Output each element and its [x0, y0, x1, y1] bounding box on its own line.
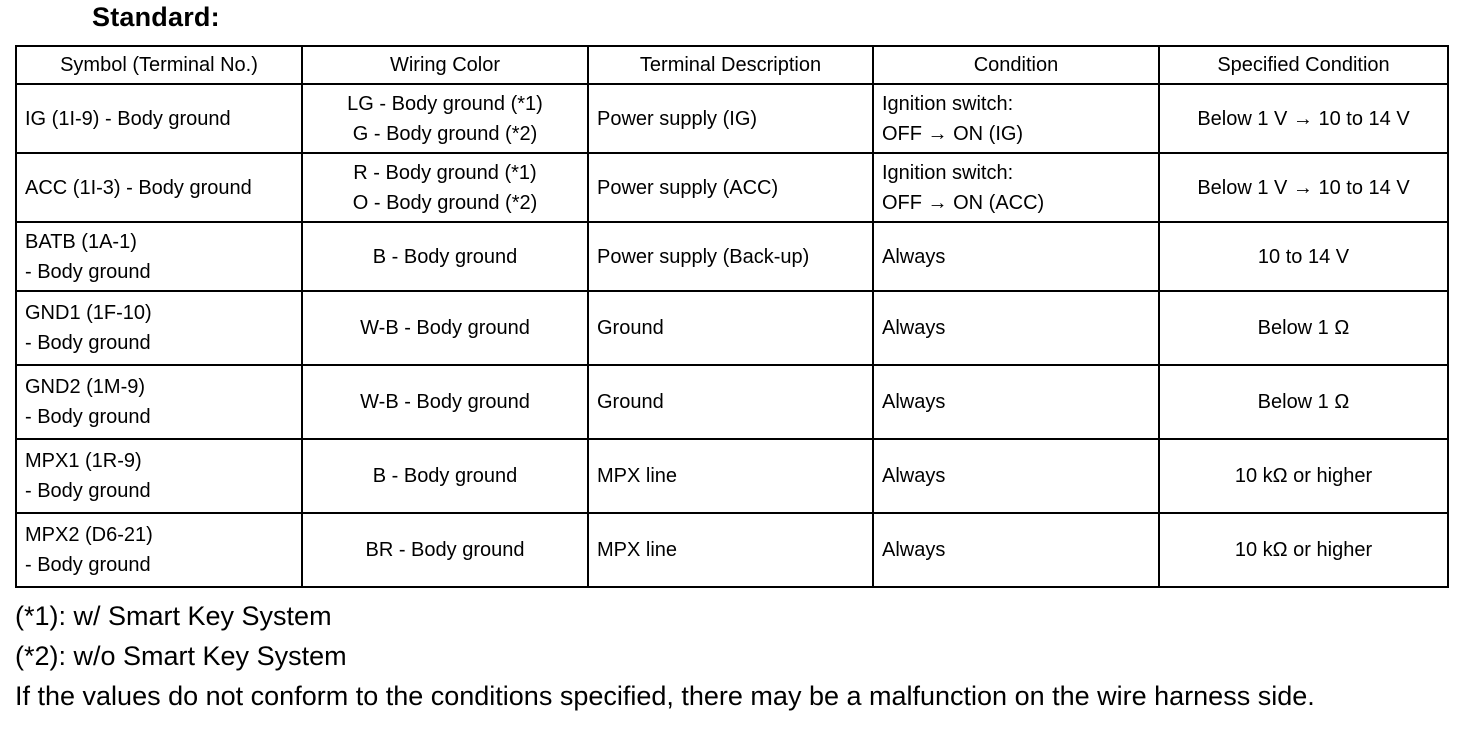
description-cell: Power supply (IG) — [588, 84, 873, 153]
specified-cell: 10 to 14 V — [1159, 222, 1448, 291]
table-row — [16, 84, 1448, 153]
description-cell: Ground — [588, 291, 873, 365]
symbol-cell: ACC (1I-3) - Body ground — [16, 153, 302, 222]
symbol-cell: GND1 (1F-10) - Body ground — [16, 291, 302, 365]
spec-table — [15, 45, 1449, 588]
condition-cell: Always — [873, 291, 1159, 365]
specified-cell: Below 1 V → 10 to 14 V — [1159, 84, 1448, 153]
description-cell: Ground — [588, 365, 873, 439]
wiring-cell: BR - Body ground — [302, 513, 588, 587]
condition-cell: Always — [873, 365, 1159, 439]
specified-cell: Below 1 V → 10 to 14 V — [1159, 153, 1448, 222]
condition-cell: Always — [873, 439, 1159, 513]
wiring-cell: R - Body ground (*1) O - Body ground (*2) — [302, 153, 588, 222]
table-row — [16, 439, 1448, 513]
description-cell: MPX line — [588, 513, 873, 587]
description-cell: Power supply (ACC) — [588, 153, 873, 222]
symbol-cell: IG (1I-9) - Body ground — [16, 84, 302, 153]
header-condition: Condition — [873, 46, 1159, 84]
specified-cell: Below 1 Ω — [1159, 291, 1448, 365]
symbol-cell: GND2 (1M-9) - Body ground — [16, 365, 302, 439]
specified-cell: 10 kΩ or higher — [1159, 439, 1448, 513]
wiring-cell: LG - Body ground (*1) G - Body ground (*2) — [302, 84, 588, 153]
header-terminal-description: Terminal Description — [588, 46, 873, 84]
table-row — [16, 291, 1448, 365]
description-cell: MPX line — [588, 439, 873, 513]
header-specified-condition: Specified Condition — [1159, 46, 1448, 84]
footnote-smart-key: (*1): w/ Smart Key System — [15, 601, 332, 631]
table-header-row — [16, 46, 1448, 84]
wiring-cell: B - Body ground — [302, 439, 588, 513]
wiring-cell: B - Body ground — [302, 222, 588, 291]
condition-cell: Ignition switch: OFF → ON (IG) — [873, 84, 1159, 153]
table-row — [16, 222, 1448, 291]
wiring-cell: W-B - Body ground — [302, 365, 588, 439]
condition-cell: Ignition switch: OFF → ON (ACC) — [873, 153, 1159, 222]
table-row — [16, 153, 1448, 222]
table-row — [16, 513, 1448, 587]
specified-cell: 10 kΩ or higher — [1159, 513, 1448, 587]
header-symbol: Symbol (Terminal No.) — [16, 46, 302, 84]
footnotes — [15, 596, 1315, 716]
symbol-cell: BATB (1A-1) - Body ground — [16, 222, 302, 291]
wiring-cell: W-B - Body ground — [302, 291, 588, 365]
table-row — [16, 365, 1448, 439]
description-cell: Power supply (Back-up) — [588, 222, 873, 291]
condition-cell: Always — [873, 222, 1159, 291]
page-title: Standard: — [92, 2, 220, 32]
specified-cell: Below 1 Ω — [1159, 365, 1448, 439]
header-wiring-color: Wiring Color — [302, 46, 588, 84]
symbol-cell: MPX2 (D6-21) - Body ground — [16, 513, 302, 587]
condition-cell: Always — [873, 513, 1159, 587]
symbol-cell: MPX1 (1R-9) - Body ground — [16, 439, 302, 513]
malfunction-note: If the values do not conform to the conditions specified, there may be a malfunction on the wire harness side. — [15, 681, 1315, 711]
footnote-no-smart-key: (*2): w/o Smart Key System — [15, 641, 347, 671]
